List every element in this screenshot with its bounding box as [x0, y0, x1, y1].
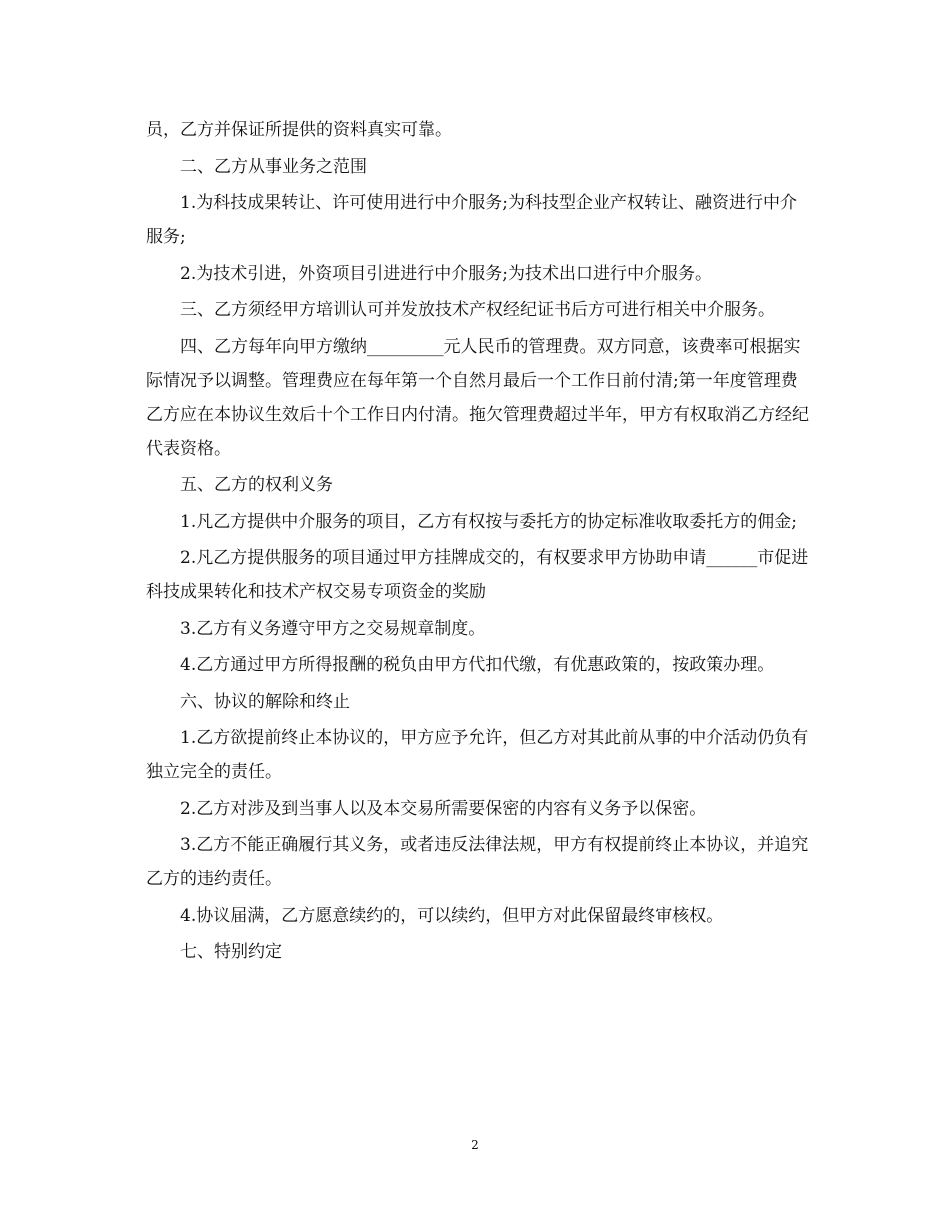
paragraph: 2.乙方对涉及到当事人以及本交易所需要保密的内容有义务予以保密。 [180, 798, 707, 819]
paragraph: 2.为技术引进，外资项目引进进行中介服务;为技术出口进行中介服务。 [180, 263, 712, 284]
paragraph: 3.乙方不能正确履行其义务，或者违反法律法规，甲方有权提前终止本协议，并追究乙方的违约责任。 [146, 835, 809, 889]
section-heading: 七、特别约定 [180, 942, 282, 962]
section-heading: 五、乙方的权利义务 [180, 475, 333, 495]
document-body [146, 113, 810, 972]
paragraph: 4.乙方通过甲方所得报酬的税负由甲方代扣代缴，有优惠政策的，按政策办理。 [180, 655, 775, 675]
section-heading: 六、协议的解除和终止 [180, 691, 350, 712]
paragraph: 1.凡乙方提供中介服务的项目，乙方有权按与委托方的协定标准收取委托方的佣金; [180, 511, 797, 532]
paragraph: 2.凡乙方提供服务的项目通过甲方挂牌成交的，有权要求甲方协助申请______市促进科技成果转化和技术产权交易专项资金的奖励 [146, 548, 809, 602]
paragraph: 1.乙方欲提前终止本协议的，甲方应予允许，但乙方对其此前从事的中介活动仍负有独立完全的责任。 [146, 728, 809, 782]
paragraph: 1.为科技成果转让、许可使用进行中介服务;为科技型企业产权转让、融资进行中介服务; [146, 193, 797, 247]
paragraph: 员，乙方并保证所提供的资料真实可靠。 [146, 120, 452, 140]
paragraph: 4.协议届满，乙方愿意续约的，可以续约，但甲方对此保留最终审核权。 [180, 905, 724, 926]
section-heading: 二、乙方从事业务之范围 [180, 156, 367, 177]
section-heading: 三、乙方须经甲方培训认可并发放技术产权经纪证书后方可进行相关中介服务。 [180, 300, 775, 320]
paragraph: 3.乙方有义务遵守甲方之交易规章制度。 [180, 618, 486, 639]
section-heading: 四、乙方每年向甲方缴纳_________元人民币的管理费。双方同意，该费率可根据实际情况予以调整。管理费应在每年第一个自然月最后一个工作日前付清;第一年度管理费乙方应在本协议生效后十个工作日内付清。拖欠管理费超过半年，甲方有权取消乙方经纪代表资格。 [146, 336, 809, 459]
page-number: 2 [471, 1138, 479, 1152]
